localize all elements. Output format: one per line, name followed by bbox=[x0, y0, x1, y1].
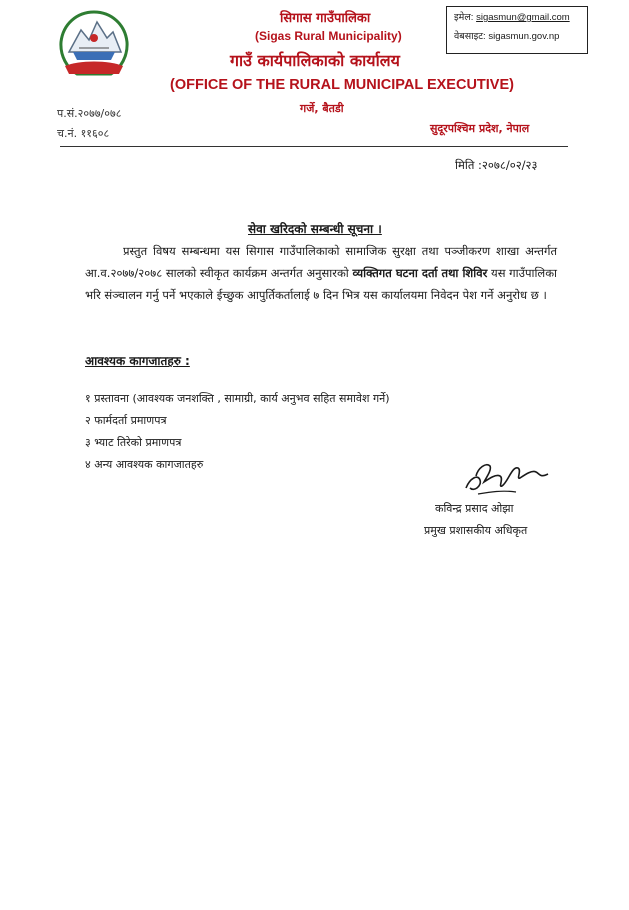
office-location: गर्जे, बैतडी bbox=[300, 102, 344, 115]
list-item: ३ भ्याट तिरेको प्रमाणपत्र bbox=[85, 436, 182, 449]
reference-number: प.सं.२०७७/०७८ bbox=[57, 107, 122, 120]
list-item: २ फार्मदर्ता प्रमाणपत्र bbox=[85, 414, 167, 427]
office-name-english: (OFFICE OF THE RURAL MUNICIPAL EXECUTIVE) bbox=[170, 77, 514, 93]
email-label: इमेल: bbox=[454, 12, 474, 23]
office-name-nepali: गाउँ कार्यपालिकाको कार्यालय bbox=[230, 51, 400, 70]
required-documents-title: आवश्यक कागजातहरु : bbox=[85, 354, 190, 368]
province-line: सुदूरपश्चिम प्रदेश, नेपाल bbox=[430, 122, 530, 135]
notice-subject: सेवा खरिदको सम्बन्धी सूचना । bbox=[248, 222, 382, 236]
signatory-designation: प्रमुख प्रशासकीय अधिकृत bbox=[424, 524, 528, 537]
handwritten-signature bbox=[456, 448, 558, 506]
body-text-bold: व्यक्तिगत घटना दर्ता तथा शिविर bbox=[352, 266, 488, 280]
required-documents-list bbox=[85, 388, 390, 476]
website-line bbox=[454, 27, 587, 46]
nepal-emblem-logo bbox=[55, 8, 133, 80]
municipality-name-english: (Sigas Rural Municipality) bbox=[255, 29, 402, 43]
website-label: वेबसाइट: bbox=[454, 31, 486, 42]
list-item: १ प्रस्तावना (आवश्यक जनशक्ति , सामाग्री, कार्य अनुभव सहित समावेश गर्ने) bbox=[85, 392, 390, 405]
signatory-name: कविन्द्र प्रसाद ओझा bbox=[435, 502, 514, 515]
dispatch-number: च.नं. ११६०८ bbox=[57, 127, 110, 140]
body-text-part1: प्रस्तुत विषय सम्बन्धमा यस सिगास गाउँपालिकाको सामाजिक सुरक्षा तथा पञ्जीकरण शाखा अन्तर्गत आ.व.२०७७/२०७८ सालको स्वीकृत कार्यक्रम अन्तर्गत अनुसारको bbox=[85, 244, 557, 280]
body-text-part2: यस गाउँपालिका भरि संञ्चालन गर्नु पर्ने भएकाले ईच्छुक आपुर्तिकर्तालाई ७ दिन भित्र यस कार्यालयमा निवेदन पेश गर्ने अनुरोध छ । bbox=[85, 266, 558, 302]
municipality-name-nepali: सिगास गाउँपालिका bbox=[280, 11, 371, 26]
list-item: ४ अन्य आवश्यक कागजातहरु bbox=[85, 458, 204, 471]
notice-date: मिति :२०७८/०२/२३ bbox=[455, 158, 538, 172]
notice-body bbox=[85, 240, 557, 306]
header-divider bbox=[60, 146, 568, 147]
email-line bbox=[454, 8, 587, 27]
email-link[interactable]: sigasmun@gmail.com bbox=[476, 12, 570, 23]
contact-box bbox=[446, 6, 588, 54]
website-link[interactable]: sigasmun.gov.np bbox=[488, 31, 560, 42]
body-paragraph bbox=[85, 240, 557, 306]
